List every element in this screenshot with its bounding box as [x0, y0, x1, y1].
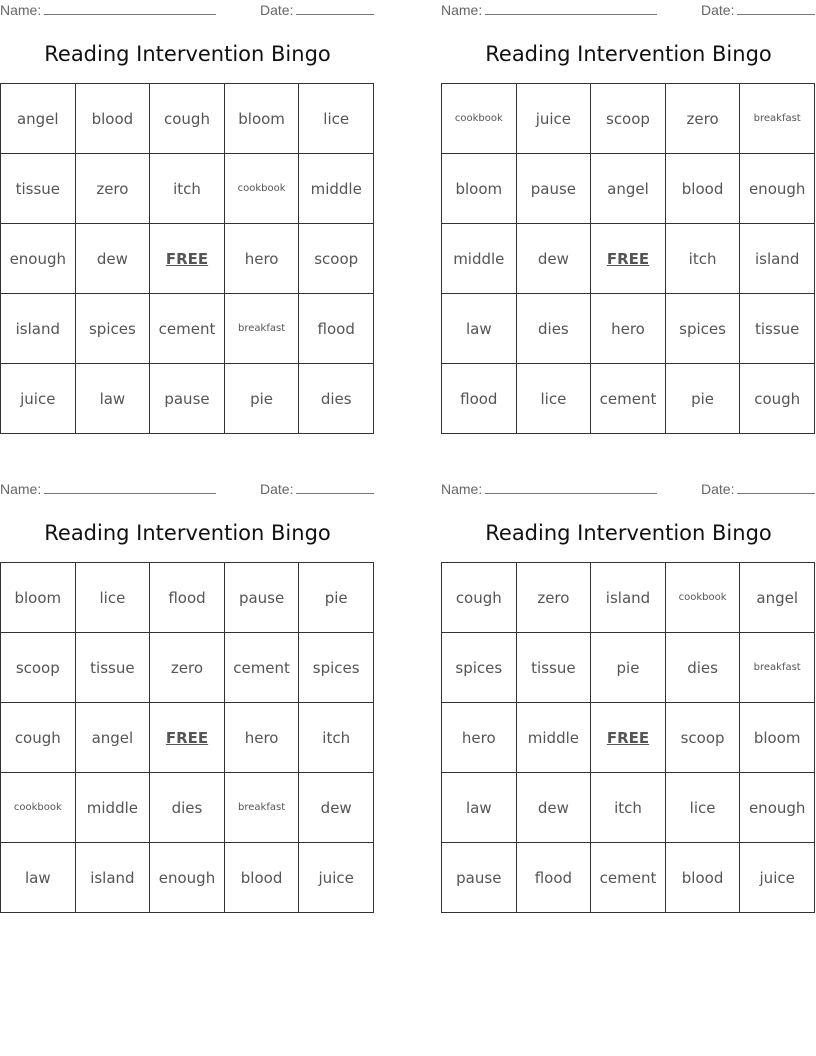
date-field — [701, 2, 815, 18]
bingo-cell: island — [591, 563, 666, 633]
bingo-cell: hero — [224, 703, 299, 773]
bingo-cell: lice — [75, 563, 150, 633]
date-field — [260, 2, 374, 18]
name-date-row — [441, 479, 816, 501]
bingo-cell: dew — [75, 224, 150, 294]
bingo-row — [442, 633, 815, 703]
bingo-cell: itch — [591, 773, 666, 843]
bingo-cell: pie — [591, 633, 666, 703]
name-blank-line — [44, 482, 216, 494]
bingo-cell: middle — [75, 773, 150, 843]
bingo-cell: zero — [150, 633, 225, 703]
bingo-cell: enough — [740, 154, 815, 224]
bingo-cell: island — [1, 294, 76, 364]
bingo-cell: bloom — [224, 84, 299, 154]
bingo-cell: law — [442, 294, 517, 364]
bingo-row — [1, 633, 374, 703]
bingo-cell: juice — [740, 843, 815, 913]
bingo-cell: angel — [1, 84, 76, 154]
free-space-cell: FREE — [591, 703, 666, 773]
bingo-cell: enough — [740, 773, 815, 843]
free-space-cell: FREE — [591, 224, 666, 294]
bingo-cell: dies — [665, 633, 740, 703]
bingo-cell: scoop — [299, 224, 374, 294]
bingo-cell: itch — [150, 154, 225, 224]
bingo-cell: zero — [665, 84, 740, 154]
bingo-row — [1, 364, 374, 434]
bingo-cell: bloom — [740, 703, 815, 773]
bingo-cell: blood — [75, 84, 150, 154]
name-blank-line — [44, 3, 216, 15]
bingo-cell: cement — [150, 294, 225, 364]
bingo-cell: law — [1, 843, 76, 913]
bingo-cell: pause — [516, 154, 591, 224]
name-label: Name: — [441, 2, 483, 18]
bingo-cell: angel — [75, 703, 150, 773]
bingo-card-4 — [441, 479, 816, 887]
bingo-row — [442, 154, 815, 224]
bingo-cell: dew — [299, 773, 374, 843]
bingo-cell: dies — [150, 773, 225, 843]
bingo-cell: enough — [150, 843, 225, 913]
bingo-cell: dew — [516, 224, 591, 294]
bingo-row — [1, 154, 374, 224]
bingo-cell: blood — [224, 843, 299, 913]
bingo-cell: zero — [75, 154, 150, 224]
bingo-cell: breakfast — [224, 294, 299, 364]
bingo-cell: cough — [442, 563, 517, 633]
name-field — [441, 481, 657, 497]
bingo-cell: cough — [740, 364, 815, 434]
card-title: Reading Intervention Bingo — [44, 42, 331, 66]
bingo-cell: dew — [516, 773, 591, 843]
bingo-cell: cement — [224, 633, 299, 703]
date-label: Date: — [701, 481, 735, 497]
bingo-card-3 — [0, 479, 375, 887]
date-blank-line — [296, 482, 374, 494]
bingo-cell: island — [740, 224, 815, 294]
bingo-cell: pause — [150, 364, 225, 434]
bingo-cell: hero — [591, 294, 666, 364]
bingo-cell: pie — [299, 563, 374, 633]
bingo-grid — [0, 562, 374, 913]
bingo-cell: scoop — [665, 703, 740, 773]
name-date-row — [0, 479, 375, 501]
bingo-cell: enough — [1, 224, 76, 294]
card-title: Reading Intervention Bingo — [485, 521, 772, 545]
bingo-cell: tissue — [516, 633, 591, 703]
bingo-cell: juice — [1, 364, 76, 434]
bingo-row — [442, 294, 815, 364]
bingo-cell: breakfast — [224, 773, 299, 843]
bingo-cell: flood — [299, 294, 374, 364]
bingo-row — [1, 84, 374, 154]
bingo-cell: dies — [516, 294, 591, 364]
bingo-cell: juice — [299, 843, 374, 913]
bingo-cell: cookbook — [665, 563, 740, 633]
bingo-row — [1, 224, 374, 294]
bingo-cell: blood — [665, 154, 740, 224]
bingo-cell: cough — [1, 703, 76, 773]
bingo-cell: tissue — [75, 633, 150, 703]
bingo-cell: cookbook — [1, 773, 76, 843]
bingo-cell: spices — [665, 294, 740, 364]
card-title: Reading Intervention Bingo — [44, 521, 331, 545]
bingo-cell: bloom — [1, 563, 76, 633]
name-label: Name: — [0, 2, 42, 18]
bingo-cell: law — [75, 364, 150, 434]
name-label: Name: — [441, 481, 483, 497]
bingo-grid — [441, 562, 815, 913]
bingo-cell: tissue — [1, 154, 76, 224]
bingo-cell: tissue — [740, 294, 815, 364]
free-space-cell: FREE — [150, 224, 225, 294]
bingo-cell: angel — [591, 154, 666, 224]
bingo-cell: flood — [516, 843, 591, 913]
bingo-cell: flood — [150, 563, 225, 633]
bingo-row — [442, 843, 815, 913]
name-date-row — [441, 0, 816, 22]
bingo-row — [1, 563, 374, 633]
bingo-row — [442, 224, 815, 294]
bingo-cell: pause — [224, 563, 299, 633]
bingo-cell: zero — [516, 563, 591, 633]
card-title: Reading Intervention Bingo — [485, 42, 772, 66]
bingo-row — [1, 773, 374, 843]
bingo-cell: juice — [516, 84, 591, 154]
bingo-cell: hero — [224, 224, 299, 294]
bingo-grid — [0, 83, 374, 434]
bingo-cell: scoop — [1, 633, 76, 703]
bingo-cell: middle — [442, 224, 517, 294]
bingo-row — [1, 703, 374, 773]
date-blank-line — [296, 3, 374, 15]
bingo-row — [442, 703, 815, 773]
bingo-row — [442, 84, 815, 154]
bingo-cell: law — [442, 773, 517, 843]
bingo-cell: breakfast — [740, 84, 815, 154]
name-blank-line — [485, 482, 657, 494]
date-field — [260, 481, 374, 497]
bingo-row — [442, 773, 815, 843]
bingo-cell: lice — [665, 773, 740, 843]
bingo-card-2 — [441, 0, 816, 408]
bingo-cell: middle — [299, 154, 374, 224]
bingo-cell: middle — [516, 703, 591, 773]
bingo-cell: blood — [665, 843, 740, 913]
free-space-cell: FREE — [150, 703, 225, 773]
bingo-cell: spices — [442, 633, 517, 703]
name-field — [441, 2, 657, 18]
date-label: Date: — [260, 2, 294, 18]
bingo-cell: spices — [299, 633, 374, 703]
date-blank-line — [737, 482, 815, 494]
name-date-row — [0, 0, 375, 22]
bingo-row — [442, 364, 815, 434]
bingo-cell: spices — [75, 294, 150, 364]
bingo-card-1 — [0, 0, 375, 408]
date-label: Date: — [701, 2, 735, 18]
bingo-cell: itch — [665, 224, 740, 294]
name-blank-line — [485, 3, 657, 15]
bingo-row — [442, 563, 815, 633]
bingo-row — [1, 843, 374, 913]
bingo-grid — [441, 83, 815, 434]
bingo-cell: cookbook — [224, 154, 299, 224]
bingo-cell: scoop — [591, 84, 666, 154]
bingo-cell: lice — [516, 364, 591, 434]
bingo-cell: dies — [299, 364, 374, 434]
bingo-cell: breakfast — [740, 633, 815, 703]
bingo-cell: angel — [740, 563, 815, 633]
bingo-cell: cookbook — [442, 84, 517, 154]
bingo-cell: hero — [442, 703, 517, 773]
bingo-cell: lice — [299, 84, 374, 154]
bingo-cell: cough — [150, 84, 225, 154]
bingo-cell: cement — [591, 843, 666, 913]
bingo-cell: bloom — [442, 154, 517, 224]
date-blank-line — [737, 3, 815, 15]
bingo-cell: island — [75, 843, 150, 913]
bingo-cell: pie — [665, 364, 740, 434]
bingo-cell: itch — [299, 703, 374, 773]
name-field — [0, 481, 216, 497]
date-label: Date: — [260, 481, 294, 497]
bingo-cell: pause — [442, 843, 517, 913]
name-label: Name: — [0, 481, 42, 497]
bingo-row — [1, 294, 374, 364]
bingo-cell: flood — [442, 364, 517, 434]
date-field — [701, 481, 815, 497]
name-field — [0, 2, 216, 18]
bingo-cell: cement — [591, 364, 666, 434]
bingo-cell: pie — [224, 364, 299, 434]
